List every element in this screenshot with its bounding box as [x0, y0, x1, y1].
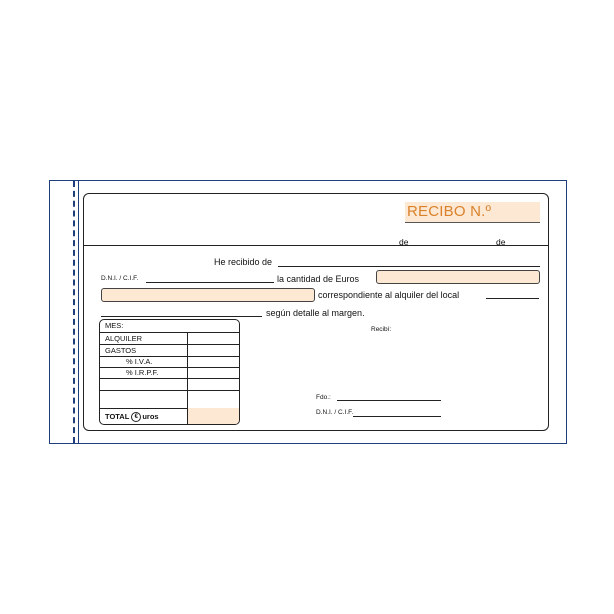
received-from-field[interactable] [278, 266, 540, 267]
detail-field[interactable] [101, 316, 262, 317]
detail-label: según detalle al margen. [266, 308, 365, 318]
expenses-label: GASTOS [105, 346, 137, 355]
amount-field[interactable] [376, 270, 540, 284]
total-label [105, 412, 159, 422]
receipt-title: RECIBO N.º [405, 202, 540, 223]
id-field[interactable] [146, 282, 274, 283]
vat-label: % I.V.A. [126, 357, 153, 366]
signature-field[interactable] [337, 400, 441, 401]
total-text: TOTAL [105, 412, 130, 421]
amount-words-field[interactable] [101, 288, 315, 302]
month-label: MES: [105, 321, 124, 330]
received-from-label: He recibido de [214, 257, 273, 267]
month-field[interactable] [411, 245, 493, 246]
concept-label: correspondiente al alquiler del local [318, 290, 460, 300]
amount-label: la cantidad de Euros [277, 274, 360, 284]
local-field[interactable] [486, 298, 539, 299]
signed-id-field[interactable] [353, 416, 441, 417]
stub-divider [78, 181, 79, 443]
euros-text: uros [142, 412, 159, 421]
receipt-form [83, 193, 549, 431]
signed-id-label: D.N.I. / C.I.F. [316, 409, 354, 416]
signed-label: Fdo.: [316, 394, 331, 401]
year-field[interactable] [509, 245, 539, 246]
perforation-line [73, 181, 75, 443]
rent-label: ALQUILER [105, 334, 143, 343]
id-label: D.N.I. / C.I.F. [101, 275, 139, 282]
total-amount-field[interactable] [188, 408, 239, 424]
place-field[interactable] [284, 245, 397, 246]
date-de-label-1: de [399, 237, 409, 247]
irpf-label: % I.R.P.F. [126, 368, 159, 377]
received-label: Recibí: [371, 326, 392, 333]
euro-icon: € [131, 412, 141, 422]
breakdown-table [99, 319, 240, 425]
date-de-label-2: de [496, 237, 506, 247]
